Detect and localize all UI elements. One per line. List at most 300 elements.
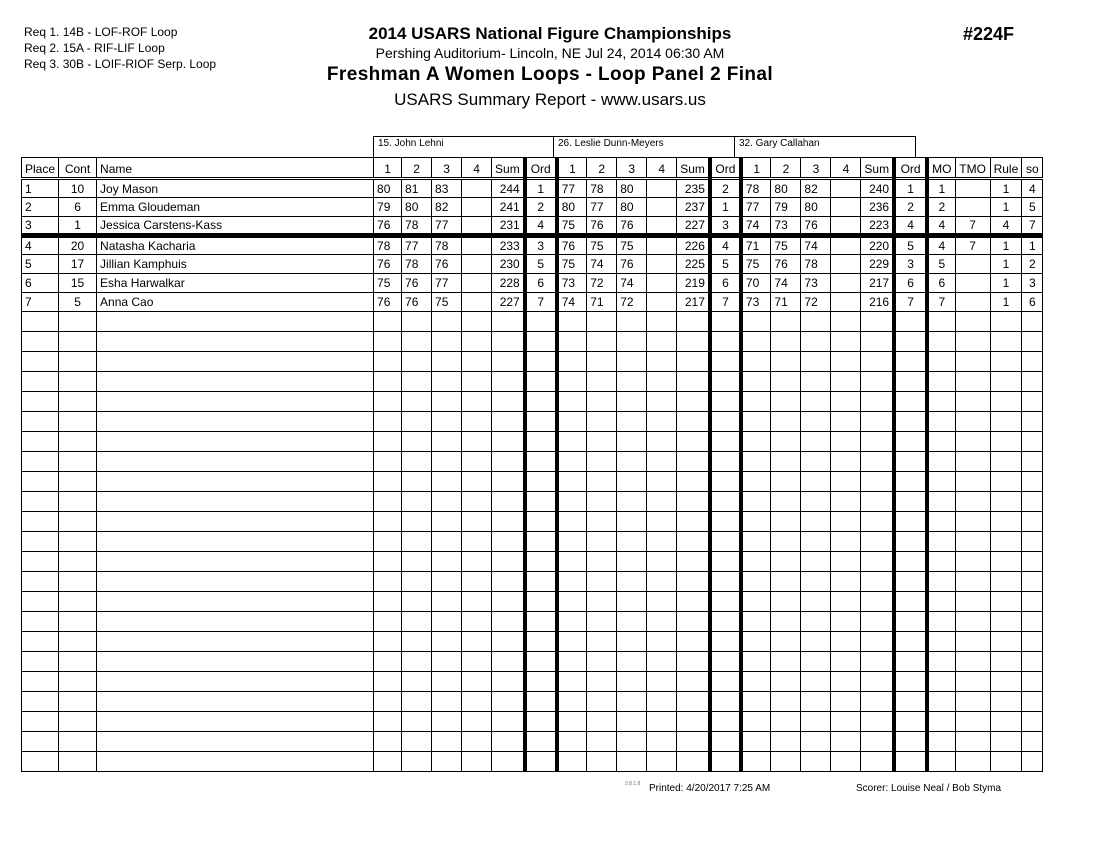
empty-cell [462, 452, 492, 472]
empty-cell [22, 592, 59, 612]
requirement-3: Req 3. 30B - LOIF-RIOF Serp. Loop [24, 57, 217, 71]
empty-cell [59, 472, 97, 492]
empty-cell [710, 412, 741, 432]
empty-cell [402, 392, 432, 412]
col-j1-2: 2 [402, 158, 432, 179]
empty-cell [831, 352, 861, 372]
empty-cell [617, 332, 647, 352]
empty-cell [402, 732, 432, 752]
empty-cell [1022, 332, 1043, 352]
empty-cell [831, 592, 861, 612]
empty-cell [432, 612, 462, 632]
empty-cell [374, 712, 402, 732]
cont-cell: 17 [59, 255, 97, 274]
empty-cell [587, 592, 617, 612]
empty-cell [557, 432, 587, 452]
empty-cell [927, 452, 955, 472]
empty-cell [525, 552, 557, 572]
empty-cell [587, 552, 617, 572]
empty-cell [801, 512, 831, 532]
tmo-cell [955, 255, 990, 274]
judge-2-score-1: 74 [557, 293, 587, 312]
empty-cell [59, 392, 97, 412]
empty-cell [97, 552, 374, 572]
mo-cell: 5 [927, 255, 955, 274]
judge-1-score-3: 82 [432, 198, 462, 217]
empty-cell [955, 392, 990, 412]
empty-cell [741, 732, 771, 752]
judge-2-ordinal: 2 [710, 179, 741, 198]
empty-cell [894, 592, 927, 612]
judge-1-score-2: 76 [402, 274, 432, 293]
judge-2-score-1: 76 [557, 236, 587, 255]
empty-cell [462, 512, 492, 532]
empty-cell [525, 632, 557, 652]
empty-cell [677, 392, 710, 412]
empty-cell [1022, 672, 1043, 692]
empty-cell [22, 512, 59, 532]
col-j3-2: 2 [771, 158, 801, 179]
judge-3-score-4 [831, 198, 861, 217]
judge-3-score-4 [831, 274, 861, 293]
empty-row [22, 732, 1043, 752]
empty-cell [492, 572, 525, 592]
empty-cell [374, 352, 402, 372]
empty-cell [894, 672, 927, 692]
empty-cell [402, 672, 432, 692]
empty-cell [861, 432, 894, 452]
empty-cell [927, 592, 955, 612]
empty-cell [741, 572, 771, 592]
empty-cell [990, 692, 1022, 712]
col-j3-3: 3 [801, 158, 831, 179]
empty-cell [861, 492, 894, 512]
judge-3-score-3: 76 [801, 217, 831, 236]
empty-cell [432, 652, 462, 672]
empty-cell [955, 652, 990, 672]
judge-2-ordinal: 6 [710, 274, 741, 293]
empty-cell [59, 512, 97, 532]
empty-cell [97, 752, 374, 772]
version-label: 3.8.1.8 [625, 781, 641, 787]
empty-cell [741, 312, 771, 332]
empty-cell [741, 332, 771, 352]
empty-row [22, 432, 1043, 452]
empty-cell [59, 652, 97, 672]
empty-cell [525, 392, 557, 412]
empty-cell [831, 412, 861, 432]
empty-cell [894, 652, 927, 672]
name-cell: Esha Harwalkar [97, 274, 374, 293]
empty-cell [801, 692, 831, 712]
empty-cell [831, 752, 861, 772]
judge-1-score-2: 81 [402, 179, 432, 198]
empty-cell [22, 672, 59, 692]
empty-cell [557, 512, 587, 532]
judge-2-score-2: 71 [587, 293, 617, 312]
empty-cell [927, 492, 955, 512]
empty-cell [927, 552, 955, 572]
empty-cell [647, 612, 677, 632]
empty-cell [59, 592, 97, 612]
empty-cell [525, 712, 557, 732]
empty-cell [59, 572, 97, 592]
empty-cell [955, 632, 990, 652]
empty-cell [831, 392, 861, 412]
empty-cell [710, 472, 741, 492]
empty-cell [1022, 592, 1043, 612]
venue-datetime: Pershing Auditorium- Lincoln, NE Jul 24, 2014 06:30 AM [375, 45, 725, 61]
empty-cell [801, 652, 831, 672]
empty-cell [432, 672, 462, 692]
judge-3-sum: 216 [861, 293, 894, 312]
judge-2-score-4 [647, 179, 677, 198]
empty-cell [831, 372, 861, 392]
empty-cell [831, 512, 861, 532]
empty-cell [801, 332, 831, 352]
empty-cell [617, 312, 647, 332]
judge-1-ordinal: 4 [525, 217, 557, 236]
judge-3-score-2: 74 [771, 274, 801, 293]
empty-cell [59, 532, 97, 552]
empty-cell [462, 312, 492, 332]
empty-cell [59, 672, 97, 692]
empty-cell [771, 592, 801, 612]
empty-cell [557, 472, 587, 492]
judge-2-sum: 227 [677, 217, 710, 236]
empty-cell [59, 732, 97, 752]
empty-cell [831, 572, 861, 592]
empty-cell [374, 432, 402, 452]
empty-cell [557, 352, 587, 372]
empty-cell [557, 412, 587, 432]
col-cont: Cont [59, 158, 97, 179]
judge-3-score-2: 80 [771, 179, 801, 198]
empty-cell [97, 532, 374, 552]
empty-cell [710, 312, 741, 332]
tmo-cell: 7 [955, 236, 990, 255]
empty-cell [741, 512, 771, 532]
empty-cell [59, 752, 97, 772]
empty-cell [647, 652, 677, 672]
empty-cell [861, 392, 894, 412]
empty-cell [557, 592, 587, 612]
empty-cell [59, 412, 97, 432]
empty-row [22, 352, 1043, 372]
empty-cell [557, 532, 587, 552]
judge-2-score-3: 80 [617, 179, 647, 198]
empty-cell [741, 552, 771, 572]
empty-cell [22, 312, 59, 332]
empty-cell [677, 652, 710, 672]
so-cell: 5 [1022, 198, 1043, 217]
empty-cell [97, 492, 374, 512]
empty-cell [462, 652, 492, 672]
judge-1-sum: 244 [492, 179, 525, 198]
empty-cell [771, 372, 801, 392]
empty-cell [710, 532, 741, 552]
empty-cell [587, 352, 617, 372]
empty-cell [927, 752, 955, 772]
empty-cell [22, 372, 59, 392]
place-cell: 4 [22, 236, 59, 255]
empty-cell [771, 652, 801, 672]
empty-cell [97, 692, 374, 712]
empty-cell [677, 572, 710, 592]
empty-cell [557, 372, 587, 392]
scorer-names: Scorer: Louise Neal / Bob Styma [856, 783, 1002, 794]
table-row [22, 217, 1043, 236]
empty-cell [97, 632, 374, 652]
empty-row [22, 332, 1043, 352]
empty-cell [402, 492, 432, 512]
empty-cell [492, 592, 525, 612]
judge-3-score-3: 80 [801, 198, 831, 217]
judge-2-score-2: 77 [587, 198, 617, 217]
tmo-cell [955, 274, 990, 293]
empty-cell [557, 312, 587, 332]
empty-cell [22, 732, 59, 752]
empty-cell [587, 392, 617, 412]
empty-cell [557, 492, 587, 512]
empty-cell [587, 692, 617, 712]
judge-2-score-4 [647, 217, 677, 236]
empty-cell [402, 452, 432, 472]
empty-cell [955, 732, 990, 752]
empty-cell [22, 452, 59, 472]
empty-cell [894, 732, 927, 752]
empty-cell [97, 612, 374, 632]
empty-cell [831, 692, 861, 712]
empty-cell [432, 312, 462, 332]
empty-cell [801, 352, 831, 372]
empty-cell [801, 632, 831, 652]
empty-cell [861, 352, 894, 372]
empty-cell [861, 372, 894, 392]
empty-cell [677, 352, 710, 372]
judge-2-score-2: 78 [587, 179, 617, 198]
empty-cell [990, 612, 1022, 632]
empty-cell [374, 492, 402, 512]
judge-3-score-3: 72 [801, 293, 831, 312]
empty-cell [927, 412, 955, 432]
name-cell: Emma Gloudeman [97, 198, 374, 217]
empty-cell [741, 352, 771, 372]
empty-cell [492, 752, 525, 772]
empty-cell [492, 312, 525, 332]
cont-cell: 5 [59, 293, 97, 312]
judge-3-score-4 [831, 217, 861, 236]
empty-cell [927, 532, 955, 552]
empty-cell [22, 612, 59, 632]
judge-1-score-4 [462, 255, 492, 274]
mo-cell: 4 [927, 217, 955, 236]
empty-cell [647, 432, 677, 452]
empty-cell [927, 512, 955, 532]
empty-cell [97, 332, 374, 352]
empty-cell [97, 312, 374, 332]
empty-cell [97, 392, 374, 412]
empty-cell [647, 472, 677, 492]
judge-1-ordinal: 3 [525, 236, 557, 255]
empty-cell [525, 432, 557, 452]
judge-1-score-1: 76 [374, 293, 402, 312]
empty-cell [402, 332, 432, 352]
empty-cell [647, 732, 677, 752]
empty-cell [1022, 352, 1043, 372]
empty-cell [955, 432, 990, 452]
judge-3-sum: 240 [861, 179, 894, 198]
judge-2-ordinal: 3 [710, 217, 741, 236]
empty-cell [894, 512, 927, 532]
name-cell: Jillian Kamphuis [97, 255, 374, 274]
col-j1-1: 1 [374, 158, 402, 179]
empty-cell [894, 532, 927, 552]
empty-cell [647, 392, 677, 412]
judge-1-score-2: 78 [402, 255, 432, 274]
empty-cell [525, 692, 557, 712]
mo-cell: 2 [927, 198, 955, 217]
judge-1-score-1: 79 [374, 198, 402, 217]
judge-1-ordinal: 5 [525, 255, 557, 274]
empty-cell [617, 652, 647, 672]
empty-cell [617, 672, 647, 692]
judge-3-score-4 [831, 293, 861, 312]
empty-cell [647, 752, 677, 772]
empty-cell [97, 652, 374, 672]
empty-cell [1022, 532, 1043, 552]
table-row [22, 255, 1043, 274]
empty-cell [557, 452, 587, 472]
empty-cell [525, 532, 557, 552]
empty-cell [97, 672, 374, 692]
empty-cell [741, 532, 771, 552]
empty-cell [1022, 552, 1043, 572]
empty-cell [432, 432, 462, 452]
judge-2-score-1: 80 [557, 198, 587, 217]
empty-cell [710, 492, 741, 512]
empty-cell [861, 332, 894, 352]
empty-row [22, 552, 1043, 572]
empty-cell [1022, 752, 1043, 772]
rule-cell: 1 [990, 293, 1022, 312]
empty-cell [710, 512, 741, 532]
empty-cell [677, 492, 710, 512]
judge-2-header: 26. Leslie Dunn-Meyers [553, 136, 735, 158]
col-j2-1: 1 [557, 158, 587, 179]
name-cell: Natasha Kacharia [97, 236, 374, 255]
empty-cell [801, 372, 831, 392]
empty-cell [710, 392, 741, 412]
col-j2-4: 4 [647, 158, 677, 179]
empty-cell [374, 412, 402, 432]
judge-3-score-2: 79 [771, 198, 801, 217]
empty-cell [374, 372, 402, 392]
empty-cell [710, 552, 741, 572]
judge-2-score-4 [647, 274, 677, 293]
empty-cell [587, 652, 617, 672]
empty-cell [990, 632, 1022, 652]
empty-cell [1022, 512, 1043, 532]
mo-cell: 1 [927, 179, 955, 198]
judge-1-score-4 [462, 217, 492, 236]
empty-cell [557, 692, 587, 712]
empty-cell [59, 372, 97, 392]
empty-cell [525, 612, 557, 632]
empty-cell [492, 452, 525, 472]
empty-row [22, 472, 1043, 492]
empty-cell [1022, 412, 1043, 432]
empty-cell [647, 352, 677, 372]
empty-cell [402, 712, 432, 732]
judge-1-score-3: 76 [432, 255, 462, 274]
empty-cell [990, 532, 1022, 552]
place-cell: 5 [22, 255, 59, 274]
empty-cell [710, 452, 741, 472]
col-j2-2: 2 [587, 158, 617, 179]
empty-cell [771, 612, 801, 632]
empty-cell [525, 752, 557, 772]
tmo-cell [955, 198, 990, 217]
empty-cell [1022, 652, 1043, 672]
empty-cell [894, 372, 927, 392]
empty-cell [771, 472, 801, 492]
empty-cell [22, 632, 59, 652]
requirement-1: Req 1. 14B - LOF-ROF Loop [24, 25, 178, 39]
judge-2-sum: 217 [677, 293, 710, 312]
so-cell: 3 [1022, 274, 1043, 293]
event-number: #224F [963, 24, 1015, 44]
empty-cell [525, 412, 557, 432]
empty-cell [22, 392, 59, 412]
empty-cell [927, 372, 955, 392]
empty-cell [831, 632, 861, 652]
empty-cell [831, 732, 861, 752]
empty-cell [801, 532, 831, 552]
col-j1-4: 4 [462, 158, 492, 179]
judge-2-score-3: 75 [617, 236, 647, 255]
empty-cell [831, 472, 861, 492]
judge-3-sum: 236 [861, 198, 894, 217]
judge-3-sum: 220 [861, 236, 894, 255]
empty-cell [990, 432, 1022, 452]
empty-cell [771, 452, 801, 472]
judge-3-score-2: 76 [771, 255, 801, 274]
empty-cell [59, 312, 97, 332]
judge-1-score-2: 78 [402, 217, 432, 236]
empty-cell [525, 652, 557, 672]
place-cell: 7 [22, 293, 59, 312]
judge-2-score-3: 72 [617, 293, 647, 312]
report-title: USARS Summary Report - www.usars.us [394, 90, 706, 109]
judge-2-score-2: 74 [587, 255, 617, 274]
empty-cell [97, 572, 374, 592]
empty-cell [492, 512, 525, 532]
empty-cell [955, 752, 990, 772]
empty-cell [927, 732, 955, 752]
empty-cell [647, 692, 677, 712]
empty-cell [955, 592, 990, 612]
empty-cell [374, 392, 402, 412]
judge-2-score-3: 76 [617, 255, 647, 274]
empty-cell [617, 552, 647, 572]
judge-1-score-4 [462, 274, 492, 293]
empty-cell [647, 332, 677, 352]
empty-cell [831, 672, 861, 692]
empty-cell [677, 372, 710, 392]
empty-cell [677, 472, 710, 492]
empty-cell [741, 612, 771, 632]
